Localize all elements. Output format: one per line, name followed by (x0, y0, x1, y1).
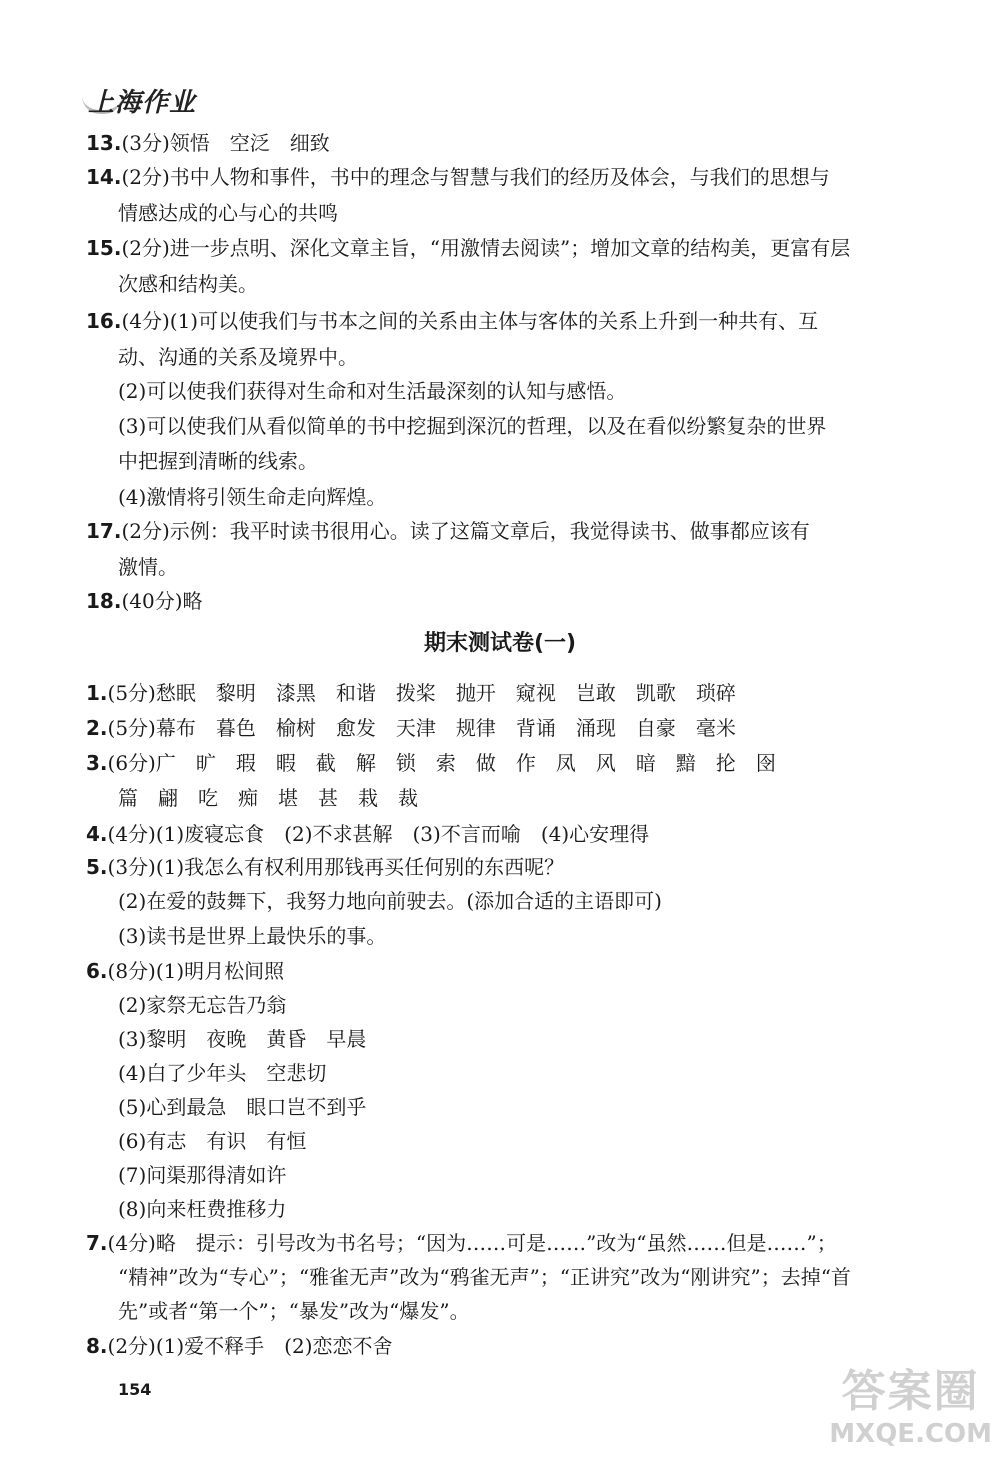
answer-line (118, 992, 286, 1018)
answer-text: (5)心到最急 眼口岂不到乎 (118, 1095, 367, 1119)
answer-text: (4分)(1)可以使我们与书本之间的关系由主体与客体的关系上升到一种共有、互 (121, 309, 819, 333)
answer-text: (2)家祭无忘告乃翁 (118, 993, 287, 1017)
answer-text: (4分)略 提示：引号改为书名号；“因为……可是……”改为“虽然……但是……”； (107, 1231, 837, 1255)
header-logo: 上海作业 (88, 88, 197, 118)
answer-line (118, 200, 338, 226)
question-number: 15. (86, 236, 122, 260)
answer-line (86, 588, 203, 614)
section-title: 期末测试卷(一) (423, 631, 577, 656)
answer-line (86, 821, 649, 847)
answer-line (118, 1026, 366, 1052)
answer-line (118, 1196, 286, 1222)
answer-line (118, 785, 418, 811)
question-number: 2. (86, 716, 108, 740)
answer-text: (5分)幕布 暮色 榆树 愈发 天津 规律 背诵 涌现 自豪 毫米 (107, 716, 736, 740)
answer-line (86, 130, 330, 156)
answer-line (86, 1333, 393, 1359)
answer-line (118, 1298, 470, 1324)
answer-text: (3)可以使我们从看似简单的书中挖掘到深沉的哲理，以及在看似纷繁复杂的世界 (118, 414, 827, 438)
answer-text: (3)读书是世界上最快乐的事。 (118, 924, 387, 948)
answer-text: (6分)广 旷 瑕 暇 截 解 锁 索 做 作 凤 风 暗 黯 抡 囹 (107, 751, 776, 775)
answer-text: (6)有志 有识 有恒 (118, 1129, 307, 1153)
watermark-logo: 答案圈 (841, 1366, 980, 1417)
answer-line (118, 1162, 286, 1188)
watermark-url: MXQE.COM (829, 1419, 992, 1449)
question-number: 3. (86, 751, 108, 775)
question-number: 17. (86, 519, 122, 543)
answer-text: (3分)领悟 空泛 细致 (121, 131, 330, 155)
question-number: 1. (86, 681, 108, 705)
answer-text: (2分)书中人物和事件，书中的理念与智慧与我们的经历及体会，与我们的思想与 (121, 165, 830, 189)
answer-line (118, 448, 318, 474)
answer-text: (2分)示例：我平时读书很用心。读了这篇文章后，我觉得读书、做事都应该有 (121, 519, 810, 543)
answer-line (86, 235, 850, 261)
answer-text: 情感达成的心与心的共鸣 (118, 201, 338, 225)
answer-line (118, 1094, 366, 1120)
question-number: 5. (86, 855, 108, 879)
answer-text: (3)黎明 夜晚 黄昏 早晨 (118, 1027, 367, 1051)
answer-line (86, 1230, 837, 1256)
answer-line (118, 1060, 326, 1086)
question-number: 14. (86, 165, 122, 189)
question-number: 6. (86, 959, 108, 983)
answer-line (118, 1264, 851, 1290)
answer-line (118, 344, 358, 370)
question-number: 13. (86, 131, 122, 155)
page-number: 154 (118, 1380, 152, 1399)
answer-text: 中把握到清晰的线索。 (118, 449, 318, 473)
answer-line (86, 518, 810, 544)
answer-text: 动、沟通的关系及境界中。 (118, 345, 358, 369)
watermark (829, 1355, 992, 1449)
answer-text: (4)白了少年头 空悲切 (118, 1061, 327, 1085)
answer-text: 篇 翩 吃 痴 堪 甚 栽 裁 (118, 786, 418, 810)
answer-text: (3分)(1)我怎么有权利用那钱再买任何别的东西呢？ (107, 855, 565, 879)
answer-text: (4)激情将引领生命走向辉煌。 (118, 485, 387, 509)
answer-line (86, 164, 830, 190)
question-number: 8. (86, 1334, 108, 1358)
answer-line (86, 854, 564, 880)
answer-line (118, 1128, 306, 1154)
answer-line (86, 715, 736, 741)
answer-line (118, 554, 178, 580)
question-number: 16. (86, 309, 122, 333)
answer-line (86, 308, 818, 334)
answer-text: 激情。 (118, 555, 178, 579)
question-number: 18. (86, 589, 122, 613)
answer-line (118, 484, 386, 510)
question-number: 4. (86, 822, 108, 846)
answer-text: (8分)(1)明月松间照 (107, 959, 285, 983)
answer-text: (2)可以使我们获得对生命和对生活最深刻的认知与感悟。 (118, 379, 627, 403)
answer-line (86, 958, 284, 984)
answer-text: 先”或者“第一个”；“暴发”改为“爆发”。 (118, 1299, 470, 1323)
answer-text: (40分)略 (121, 589, 203, 613)
answer-line (118, 271, 258, 297)
answer-line (86, 680, 736, 706)
answer-line (118, 923, 386, 949)
answer-line (118, 413, 826, 439)
answer-text: (8)向来枉费推移力 (118, 1197, 287, 1221)
answer-text: (2)在爱的鼓舞下，我努力地向前驶去。(添加合适的主语即可) (118, 889, 662, 913)
answer-text: (4分)(1)废寝忘食 (2)不求甚解 (3)不言而喻 (4)心安理得 (107, 822, 650, 846)
answer-text: (5分)愁眠 黎明 漆黑 和谐 拨桨 抛开 窥视 岂敢 凯歌 琐碎 (107, 681, 736, 705)
answer-line (118, 888, 662, 914)
answer-line (86, 750, 776, 776)
answer-text: (2分)进一步点明、深化文章主旨，“用激情去阅读”；增加文章的结构美，更富有层 (121, 236, 851, 260)
answer-line (118, 378, 626, 404)
question-number: 7. (86, 1231, 108, 1255)
answer-text: (7)问渠那得清如许 (118, 1163, 287, 1187)
answer-text: 次感和结构美。 (118, 272, 258, 296)
answer-text: “精神”改为“专心”；“雅雀无声”改为“鸦雀无声”；“正讲究”改为“刚讲究”；去掉“首 (118, 1265, 851, 1289)
answer-text: (2分)(1)爱不释手 (2)恋恋不舍 (107, 1334, 393, 1358)
